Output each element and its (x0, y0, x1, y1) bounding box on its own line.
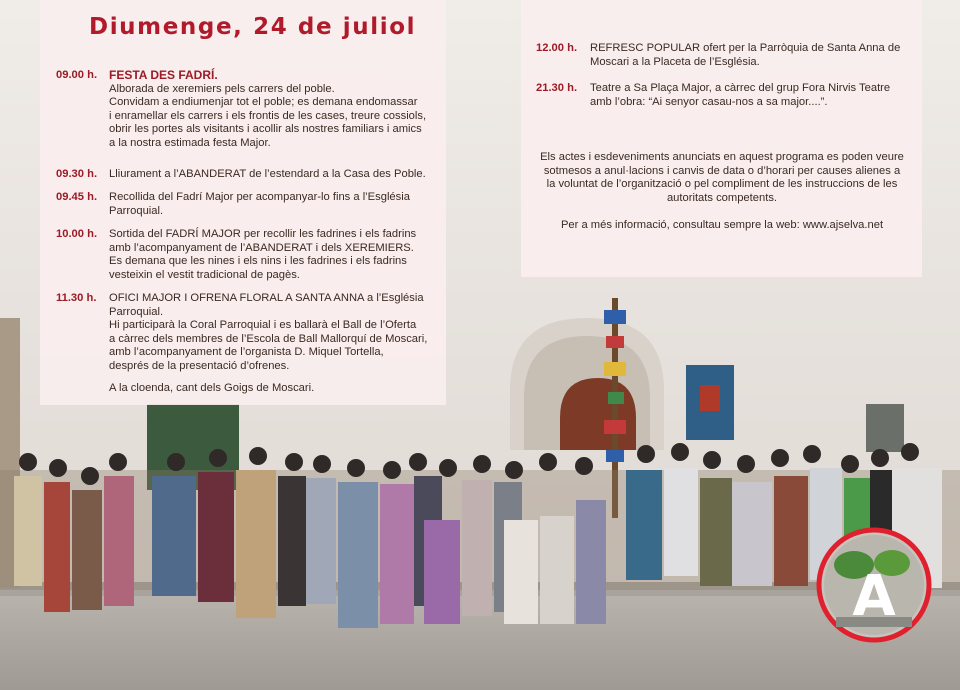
event-time: 09.30 h. (56, 168, 98, 180)
event-line: OFICI MAJOR I OFRENA FLORAL A SANTA ANNA a l’Església (109, 292, 424, 304)
event-time: 09.45 h. (56, 191, 98, 203)
event-time: 10.00 h. (56, 228, 98, 240)
event-line: Alborada de xeremiers pels carrers del poble. (109, 82, 335, 95)
event-line: vesteixin el vestit tradicional de pagès. (109, 268, 300, 281)
event-time: 12.00 h. (536, 42, 578, 54)
note-line: sotmesos a anul·lacions i canvis de data o d’horari per causes alienes a (543, 164, 901, 177)
event-line: REFRESC POPULAR ofert per la Parròquia de Santa Anna de (590, 42, 901, 54)
event-line: Parroquial. (109, 204, 164, 217)
note-line: la voluntat de l’organització o pel compliment de les instruccions de les (546, 178, 898, 191)
event-line: Lliurament a l’ABANDERAT de l’estendard a la Casa des Poble. (109, 168, 426, 180)
event-time: 21.30 h. (536, 82, 578, 94)
event-line: a la nostra estimada festa Major. (109, 136, 271, 149)
event-line: Parroquial. (109, 305, 164, 318)
event-line: a càrrec dels membres de l’Escola de Ball Mallorquí de Moscari, (109, 332, 428, 345)
note-line: autoritats competents. (666, 191, 778, 204)
note-line: Els actes i esdeveniments anunciats en aquest programa es poden veure (540, 151, 904, 163)
event-closing: A la cloenda, cant dels Goigs de Moscari. (109, 381, 315, 394)
event-line: amb l’obra: “Ai senyor casau-nos a sa major....”. (590, 95, 828, 108)
event-line: després de la presentació d’ofrenes. (109, 359, 290, 372)
website-info: Per a més informació, consultau sempre la web: www.ajselva.net (560, 219, 884, 231)
disclaimer-note (531, 151, 913, 205)
event-line: Hi participarà la Coral Parroquial i es ballarà el Ball de l’Oferta (109, 319, 417, 332)
page-title: Diumenge, 24 de juliol (89, 14, 417, 40)
event-time: 09.00 h. (56, 69, 98, 81)
event-line: amb l’acompanyament de l’organista D. Miquel Tortella, (109, 346, 384, 359)
event-line: Recollida del Fadrí Major per acompanyar-lo fins a l’Església (109, 191, 410, 203)
ajuntament-logo (816, 527, 932, 643)
event-heading: FESTA DES FADRÍ. (109, 68, 218, 82)
logo-letter: A (852, 564, 896, 629)
event-time: 11.30 h. (56, 292, 97, 304)
event-line: amb l’acompanyament de l’ABANDERAT i dels XEREMIERS. (109, 241, 414, 254)
event-line: obrir les portes als visitants i acollir als nostres familiars i amics (109, 123, 422, 136)
event-line: Es demana que les nines i els nins i les fadrines i els fadrins (109, 255, 407, 268)
event-line: Convidam a endiumenjar tot el poble; es demana endomassar (109, 96, 418, 109)
event-line: Teatre a Sa Plaça Major, a càrrec del grup Fora Nirvis Teatre (590, 82, 891, 94)
event-line: Moscari a la Placeta de l’Església. (590, 55, 760, 68)
event-line: i enramellar els carrers i els frontis de les cases, treure cossiols, (109, 109, 427, 122)
event-line: Sortida del FADRÍ MAJOR per recollir les fadrines i els fadrins (109, 228, 417, 240)
